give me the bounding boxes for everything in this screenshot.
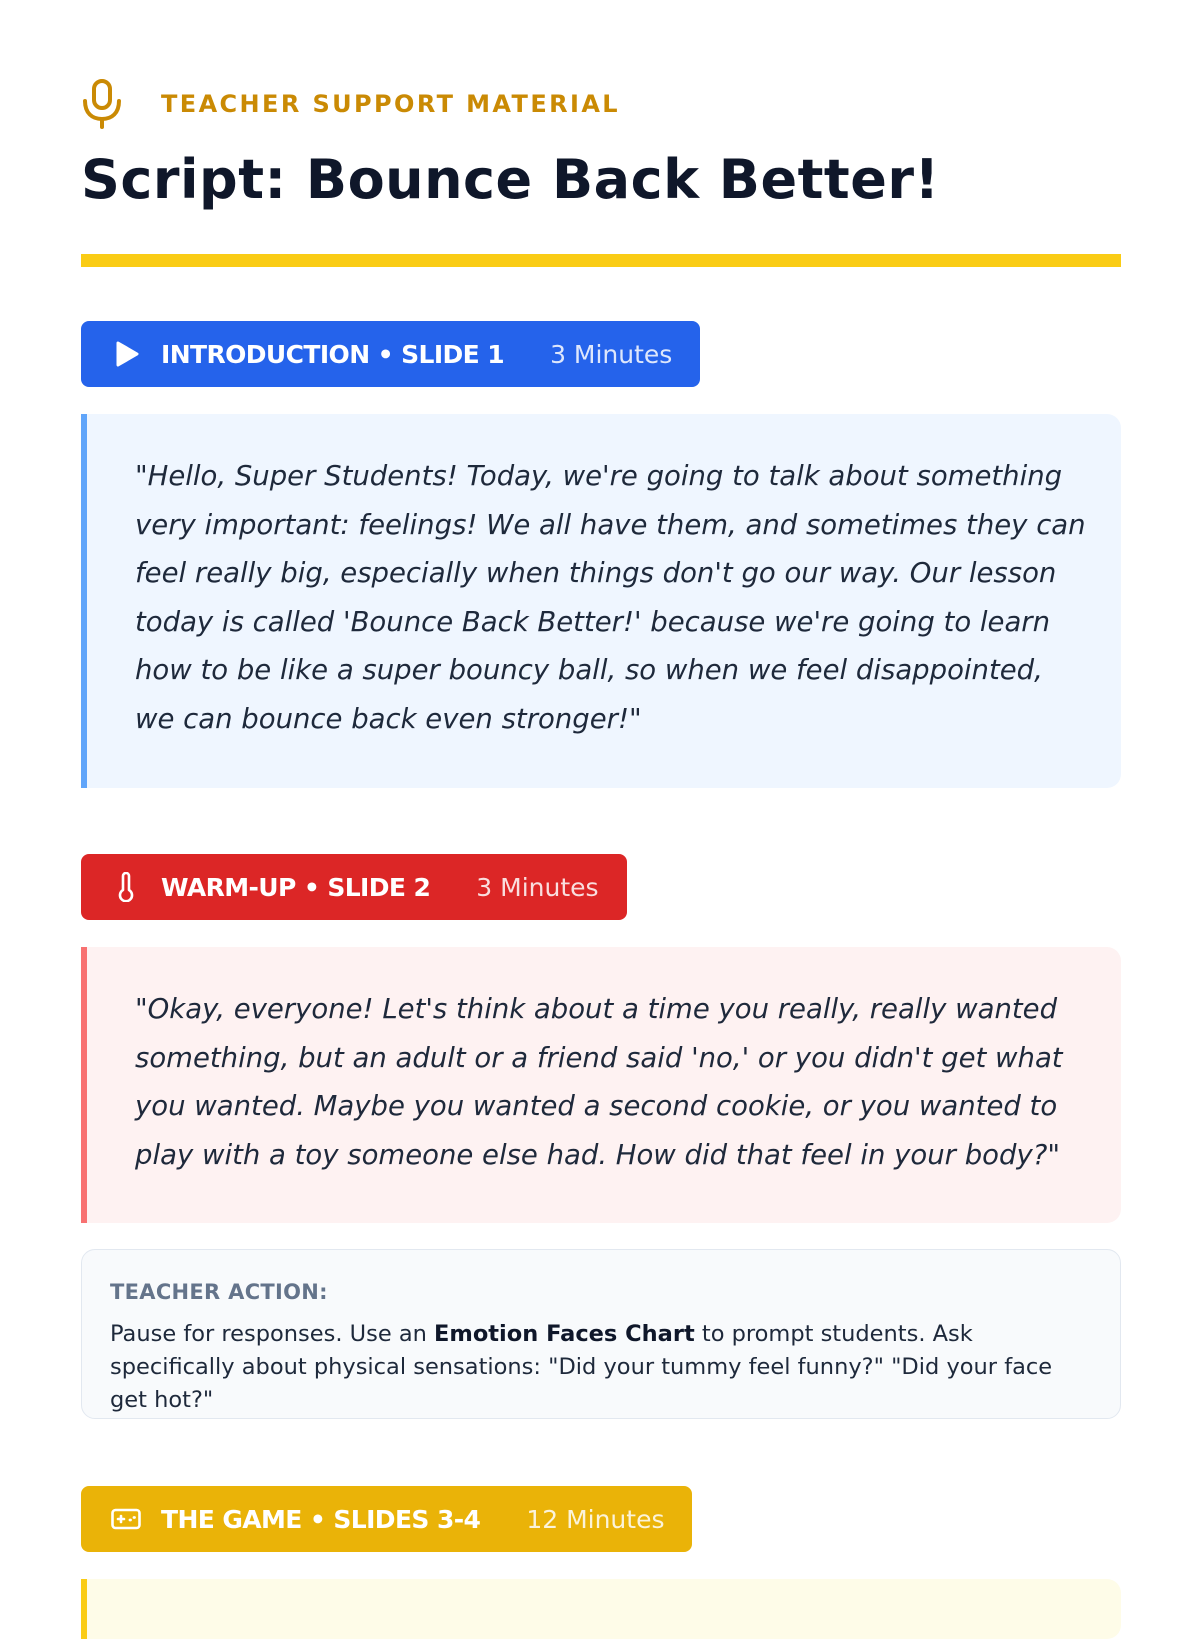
- section-label: THE GAME • SLIDES 3-4: [161, 1504, 481, 1534]
- section-duration: 3 Minutes: [476, 872, 599, 902]
- script-quote-the-game: [81, 1579, 1121, 1639]
- script-text: "Hello, Super Students! Today, we're going to talk about something very important: feelings! We all have them, and sometimes they can feel really big, especially when things don't go our way. Our lesson today is called 'Bounce Back Better!' because we're going to learn how to be like a super bouncy ball, so when we feel disappointed, we can bounce back even stronger!": [135, 460, 1086, 735]
- eyebrow-label: TEACHER SUPPORT MATERIAL: [161, 90, 620, 118]
- section-tag-the-game: [81, 1486, 692, 1552]
- script-text: "Okay, everyone! Let's think about a time you really, really wanted something, but an adult or a friend said 'no,' or you didn't get what you wanted. Maybe you wanted a second cookie, or you wanted to play with a toy someone else had. How did that feel in your body?": [135, 993, 1063, 1171]
- section-duration: 3 Minutes: [550, 339, 673, 369]
- script-quote-warm-up: [81, 947, 1121, 1223]
- section-duration: 12 Minutes: [526, 1504, 665, 1534]
- play-icon: [111, 339, 141, 369]
- section-label: WARM-UP • SLIDE 2: [161, 872, 431, 902]
- page-title: Script: Bounce Back Better!: [81, 148, 940, 211]
- teacher-action-text-start: Pause for responses. Use an: [110, 1321, 435, 1347]
- microphone-icon: [81, 79, 123, 129]
- script-quote-introduction: [81, 414, 1121, 788]
- teacher-action-emphasis: Emotion Faces Chart: [434, 1321, 695, 1347]
- eyebrow: [81, 84, 620, 124]
- teacher-action-heading: TEACHER ACTION:: [110, 1280, 328, 1304]
- title-divider: [81, 254, 1121, 267]
- section-tag-warm-up: [81, 854, 627, 920]
- teacher-action-box: [81, 1249, 1121, 1419]
- section-tag-introduction: [81, 321, 700, 387]
- teacher-action-text: [110, 1318, 1092, 1417]
- teacher-action-text-end: to prompt students. Ask specifically about physical sensations: "Did your tummy feel funny?" "Did your face get hot?": [110, 1321, 1053, 1413]
- gamepad-icon: [111, 1504, 141, 1534]
- section-label: INTRODUCTION • SLIDE 1: [161, 339, 505, 369]
- thermometer-icon: [111, 872, 141, 902]
